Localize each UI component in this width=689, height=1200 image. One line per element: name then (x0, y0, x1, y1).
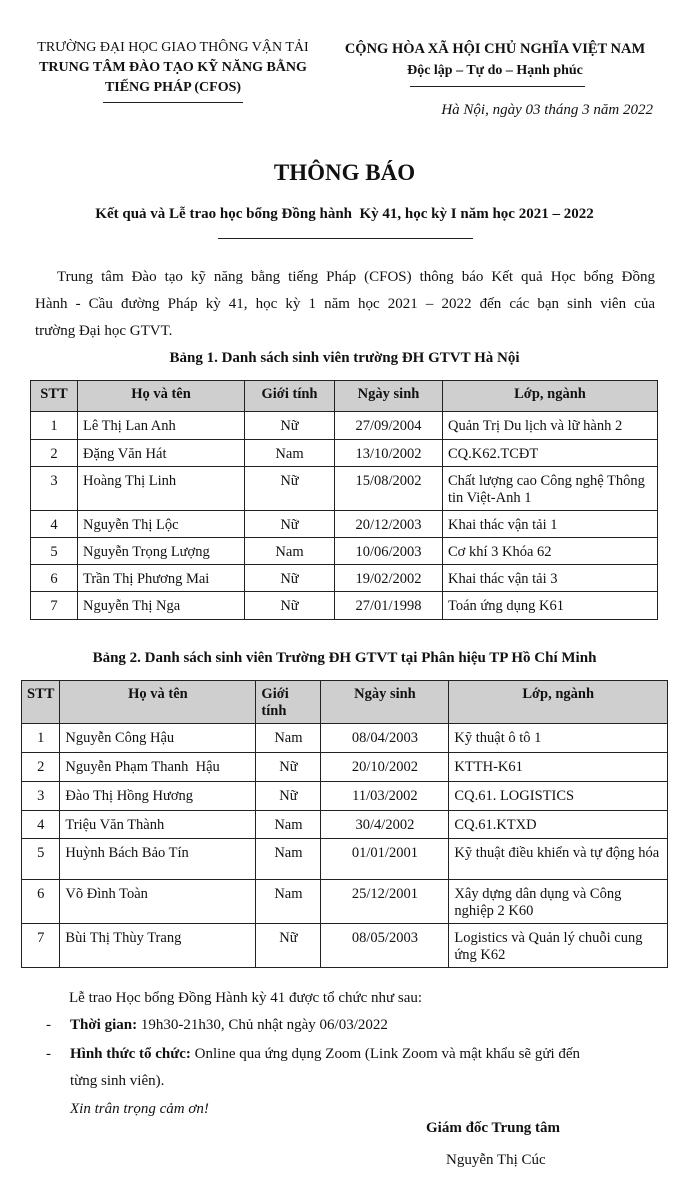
cell-dob: 08/04/2003 (321, 724, 449, 753)
cell-gender: Nam (256, 724, 321, 753)
table2-caption: Bảng 2. Danh sách sinh viên Trường ĐH GTVT tại Phân hiệu TP Hồ Chí Minh (92, 650, 597, 666)
cell-gender: Nam (256, 811, 321, 839)
cell-name: Hoàng Thị Linh (78, 467, 245, 511)
cell-stt: 6 (22, 880, 60, 924)
cell-dob: 15/08/2002 (335, 467, 443, 511)
cell-stt: 2 (31, 440, 78, 467)
cell-gender: Nữ (245, 467, 335, 511)
cell-gender: Nữ (245, 412, 335, 440)
cell-class: CQ.K62.TCĐT (443, 440, 658, 467)
table-row (31, 412, 658, 440)
table-row (31, 565, 658, 592)
cell-gender: Nữ (256, 782, 321, 811)
cell-dob: 20/10/2002 (321, 753, 449, 782)
table-row (31, 592, 658, 620)
university-name: TRƯỜNG ĐẠI HỌC GIAO THÔNG VẬN TẢI (37, 40, 309, 55)
cell-gender: Nữ (245, 511, 335, 538)
cell-class: Logistics và Quản lý chuỗi cung ứng K62 (449, 924, 668, 968)
col-class: Lớp, ngành (443, 381, 658, 412)
cell-stt: 2 (22, 753, 60, 782)
country-name: CỘNG HÒA XÃ HỘI CHỦ NGHĨA VIỆT NAM (344, 41, 646, 57)
intro-line-1: Trung tâm Đào tạo kỹ năng bằng tiếng Pháp (CFOS) thông báo Kết quả Học bổng Đồng (57, 269, 655, 285)
cell-name: Nguyễn Trọng Lượng (78, 538, 245, 565)
table-row (22, 724, 668, 753)
time-item (46, 1017, 666, 1034)
document-subtitle: Kết quả và Lễ trao học bổng Đồng hành Kỳ 41, học kỳ I năm học 2021 – 2022 (95, 206, 594, 222)
table-row (31, 538, 658, 565)
cell-stt: 5 (31, 538, 78, 565)
cell-dob: 01/01/2001 (321, 839, 449, 880)
cell-stt: 7 (31, 592, 78, 620)
cell-class: Toán ứng dụng K61 (443, 592, 658, 620)
col-gender: Giới tính (245, 381, 335, 412)
cell-class: Kỹ thuật ô tô 1 (449, 724, 668, 753)
cell-gender: Nữ (256, 753, 321, 782)
format-label: Hình thức tổ chức: (70, 1046, 191, 1062)
cell-class: CQ.61.KTXD (449, 811, 668, 839)
cell-class: Xây dựng dân dụng và Công nghiệp 2 K60 (449, 880, 668, 924)
table1-caption: Bảng 1. Danh sách sinh viên trường ĐH GTVT Hà Nội (169, 350, 520, 366)
cell-dob: 11/03/2002 (321, 782, 449, 811)
cell-stt: 1 (22, 724, 60, 753)
intro-line-3: trường Đại học GTVT. (35, 323, 173, 339)
intro-paragraph (35, 264, 655, 345)
col-class: Lớp, ngành (449, 681, 668, 724)
col-gender: Giới tính (256, 681, 321, 724)
table-row (31, 511, 658, 538)
table-row (22, 924, 668, 968)
cell-gender: Nam (245, 538, 335, 565)
cell-dob: 08/05/2003 (321, 924, 449, 968)
table-row (22, 839, 668, 880)
cell-gender: Nam (256, 839, 321, 880)
time-label: Thời gian: (70, 1017, 138, 1033)
cell-stt: 3 (22, 782, 60, 811)
cell-gender: Nữ (256, 924, 321, 968)
bullet: - (46, 1017, 51, 1033)
table1 (30, 380, 658, 620)
table-row (22, 880, 668, 924)
cell-dob: 27/09/2004 (335, 412, 443, 440)
table-row (22, 811, 668, 839)
cell-name: Bùi Thị Thùy Trang (60, 924, 256, 968)
cell-dob: 13/10/2002 (335, 440, 443, 467)
table-row (31, 467, 658, 511)
header-left-underline (103, 102, 243, 103)
cell-name: Đặng Văn Hát (78, 440, 245, 467)
cell-class: CQ.61. LOGISTICS (449, 782, 668, 811)
national-header (330, 38, 660, 82)
table-row (31, 440, 658, 467)
thanks-line: Xin trân trọng cảm ơn! (70, 1101, 209, 1117)
col-dob: Ngày sinh (321, 681, 449, 724)
col-stt: STT (31, 381, 78, 412)
intro-line-2: Hành - Cầu đường Pháp kỳ 41, học kỳ 1 năm học 2021 – 2022 đến các bạn sinh viên của (35, 296, 655, 312)
table-row (22, 753, 668, 782)
cell-gender: Nữ (245, 592, 335, 620)
table-header-row (22, 681, 668, 724)
cell-gender: Nam (245, 440, 335, 467)
cell-dob: 27/01/1998 (335, 592, 443, 620)
cell-stt: 6 (31, 565, 78, 592)
time-value: 19h30-21h30, Chủ nhật ngày 06/03/2022 (137, 1017, 388, 1033)
format-value-line2: từng sinh viên). (70, 1073, 165, 1089)
cell-gender: Nữ (245, 565, 335, 592)
ceremony-intro: Lễ trao Học bổng Đồng Hành kỳ 41 được tổ chức như sau: (69, 990, 423, 1006)
org-header (20, 38, 326, 98)
format-value: Online qua ứng dụng Zoom (Link Zoom và mật khẩu sẽ gửi đến (190, 1046, 581, 1062)
cell-stt: 7 (22, 924, 60, 968)
table2 (21, 680, 668, 968)
cell-name: Võ Đình Toàn (60, 880, 256, 924)
cell-gender: Nam (256, 880, 321, 924)
table-header-row (31, 381, 658, 412)
cell-stt: 3 (31, 467, 78, 511)
header-right-underline (410, 86, 585, 87)
cell-class: Quản Trị Du lịch và lữ hành 2 (443, 412, 658, 440)
col-name: Họ và tên (78, 381, 245, 412)
cell-dob: 25/12/2001 (321, 880, 449, 924)
signer-name: Nguyễn Thị Cúc (446, 1152, 546, 1168)
cell-class: Khai thác vận tải 1 (443, 511, 658, 538)
cell-class: KTTH-K61 (449, 753, 668, 782)
date-line: Hà Nội, ngày 03 tháng 3 năm 2022 (441, 102, 653, 118)
bullet: - (46, 1046, 51, 1062)
cell-name: Lê Thị Lan Anh (78, 412, 245, 440)
cell-name: Nguyễn Thị Nga (78, 592, 245, 620)
center-name-line1: TRUNG TÂM ĐÀO TẠO KỸ NĂNG BẰNG (39, 60, 307, 75)
cell-dob: 20/12/2003 (335, 511, 443, 538)
cell-stt: 5 (22, 839, 60, 880)
cell-name: Trần Thị Phương Mai (78, 565, 245, 592)
cell-name: Huỳnh Bách Bảo Tín (60, 839, 256, 880)
cell-name: Triệu Văn Thành (60, 811, 256, 839)
col-name: Họ và tên (60, 681, 256, 724)
cell-class: Kỹ thuật điều khiển và tự động hóa (449, 839, 668, 880)
format-item (46, 1046, 666, 1063)
center-name-line2: TIẾNG PHÁP (CFOS) (104, 80, 242, 95)
title-divider (218, 238, 473, 239)
signature-title: Giám đốc Trung tâm (426, 1120, 561, 1136)
col-dob: Ngày sinh (335, 381, 443, 412)
motto: Độc lập – Tự do – Hạnh phúc (407, 63, 583, 78)
table-row (22, 782, 668, 811)
cell-stt: 4 (31, 511, 78, 538)
cell-dob: 30/4/2002 (321, 811, 449, 839)
cell-class: Khai thác vận tải 3 (443, 565, 658, 592)
cell-stt: 4 (22, 811, 60, 839)
cell-name: Nguyễn Phạm Thanh Hậu (60, 753, 256, 782)
document-title: THÔNG BÁO (273, 160, 416, 185)
cell-name: Đào Thị Hồng Hương (60, 782, 256, 811)
col-stt: STT (22, 681, 60, 724)
cell-dob: 19/02/2002 (335, 565, 443, 592)
cell-dob: 10/06/2003 (335, 538, 443, 565)
cell-class: Cơ khí 3 Khóa 62 (443, 538, 658, 565)
cell-name: Nguyễn Công Hậu (60, 724, 256, 753)
cell-name: Nguyễn Thị Lộc (78, 511, 245, 538)
cell-stt: 1 (31, 412, 78, 440)
cell-class: Chất lượng cao Công nghệ Thông tin Việt-Anh 1 (443, 467, 658, 511)
